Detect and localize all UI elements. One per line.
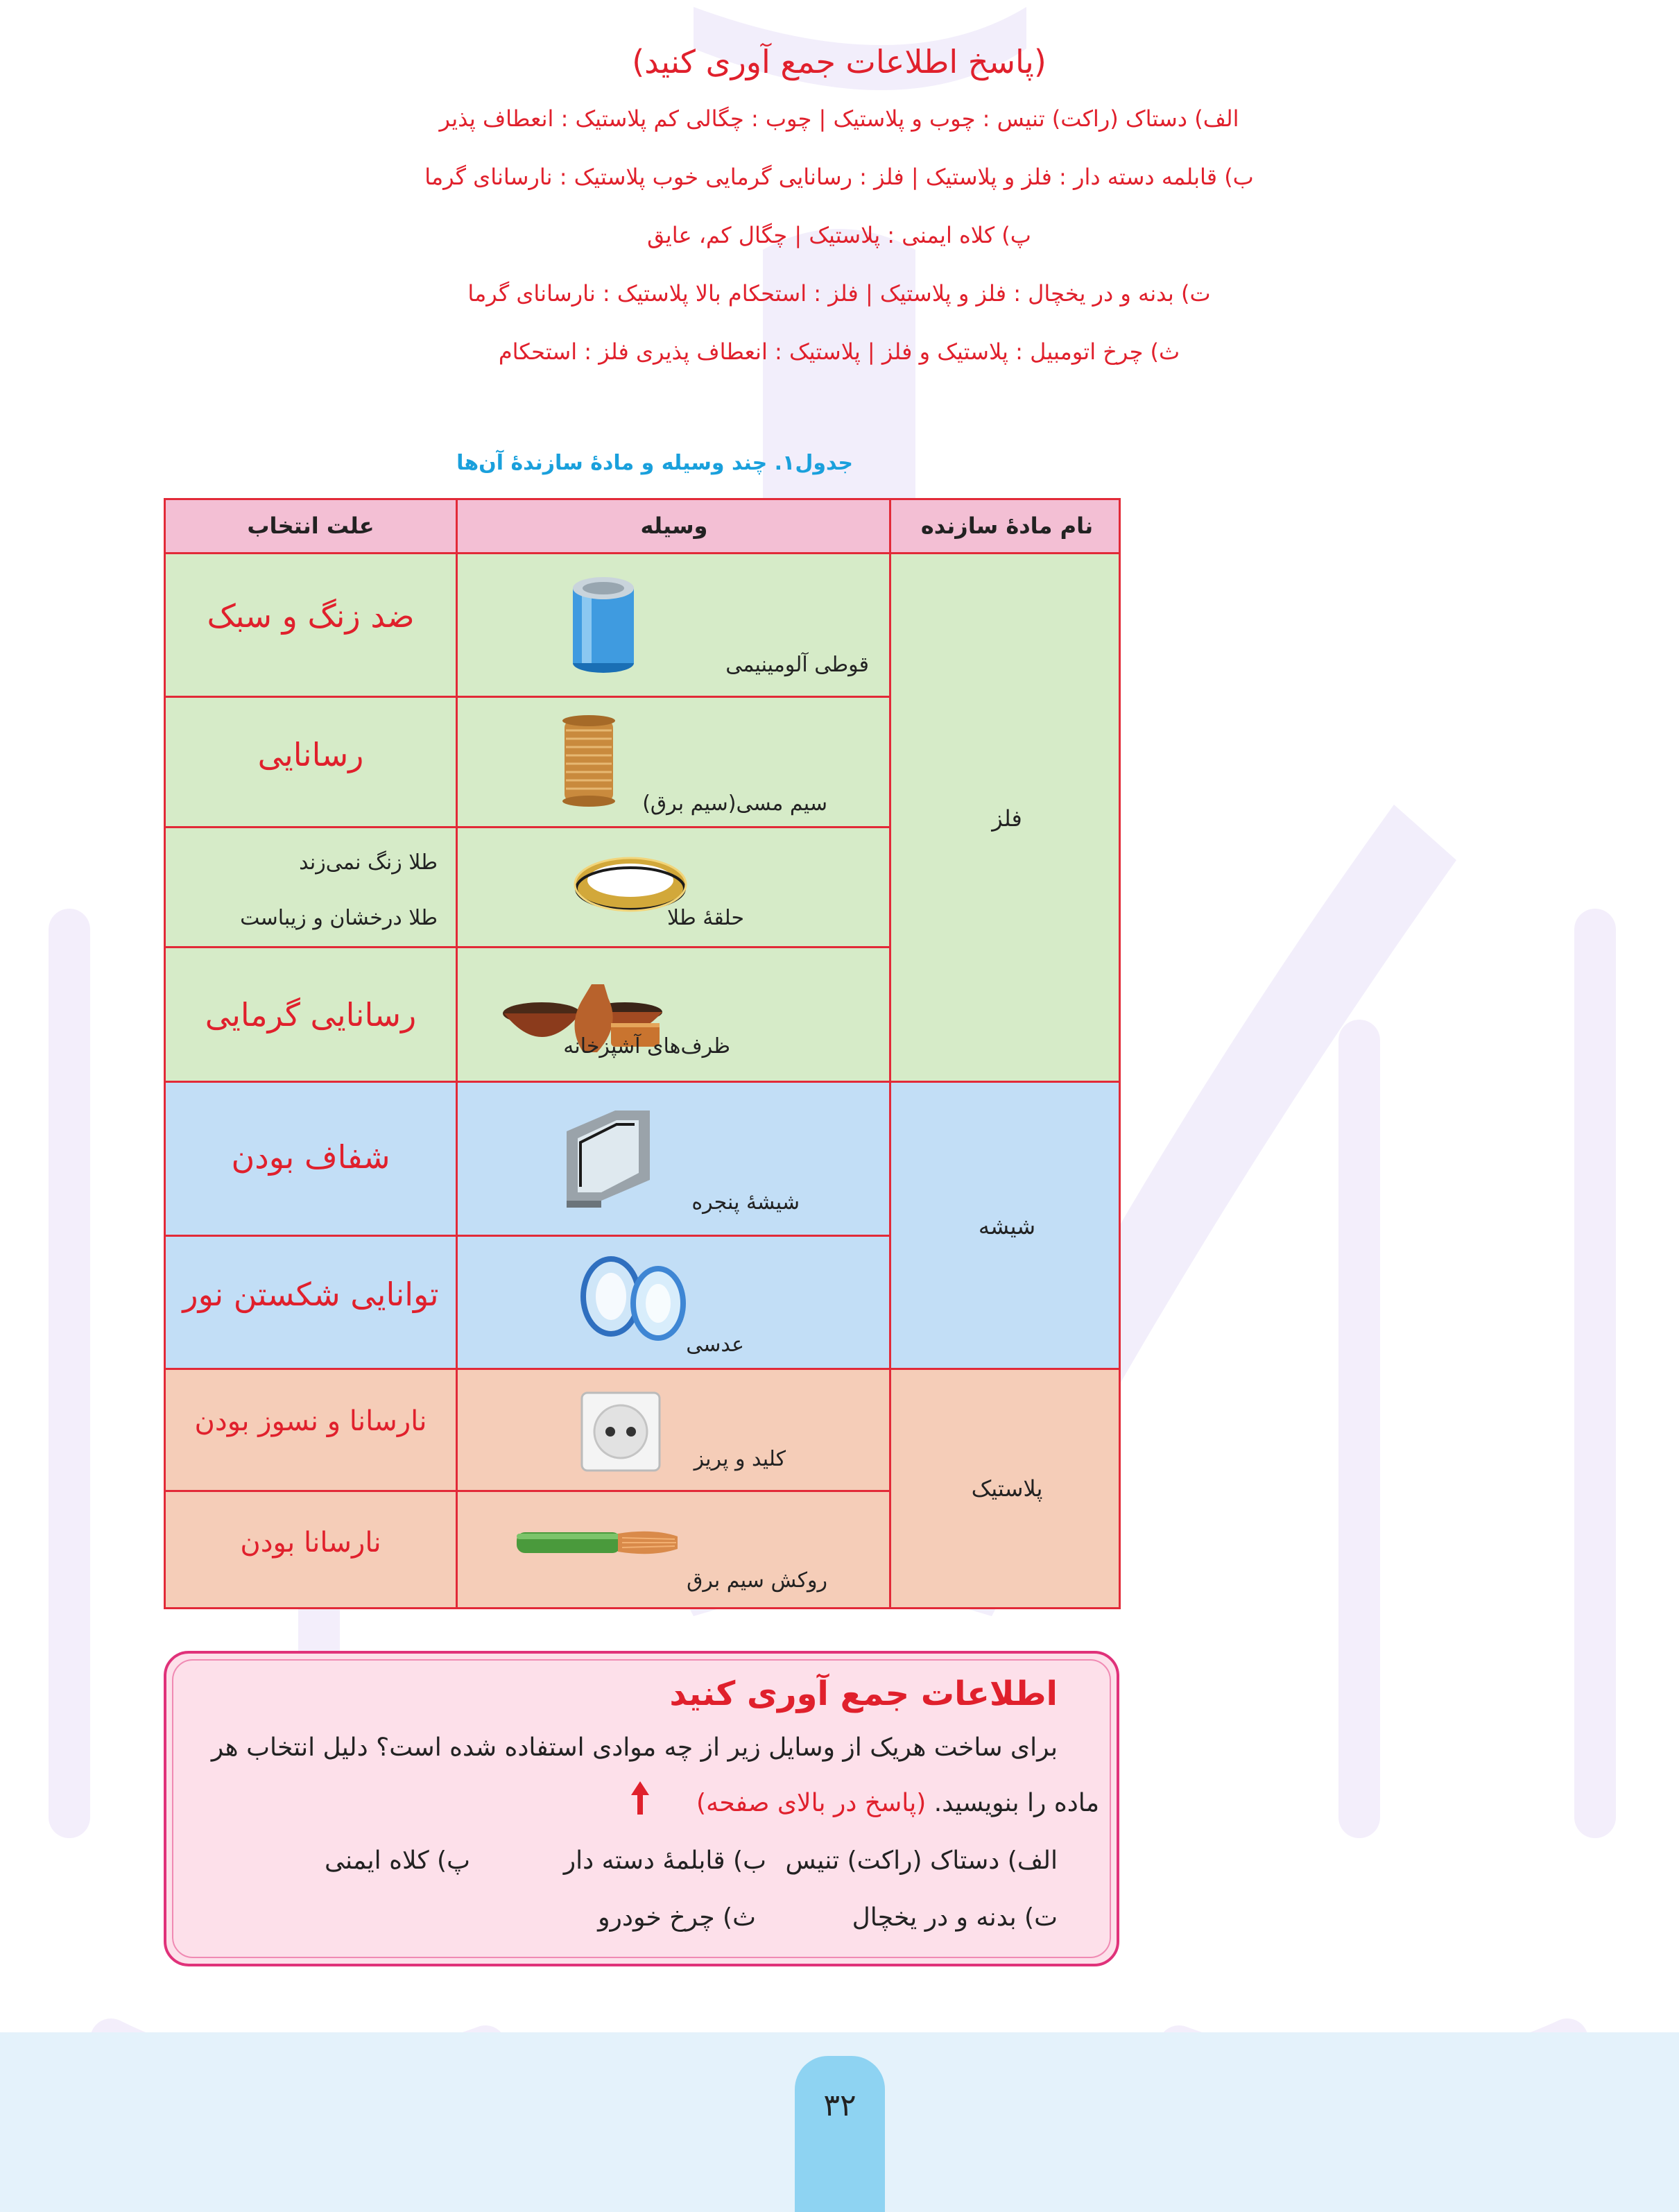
answer-line-s: ث) چرخ اتومبیل : پلاستیک و فلز | پلاستیک : انعطاف پذیری فلز : استحکام	[498, 338, 1180, 365]
answers-title: (پاسخ اطلاعات جمع آوری کنید)	[632, 43, 1047, 80]
answer-line-a: الف) دستاک (راکت) تنیس : چوب و پلاستیک | چوب : چگالی کم پلاستیک : انعطاف پذیر	[439, 105, 1239, 132]
item-label: حلقهٔ طلا	[666, 906, 744, 930]
item-label: سیم مسی(سیم برق)	[642, 791, 827, 816]
row-divider	[166, 696, 889, 698]
table-caption: جدول۱. چند وسیله و مادهٔ سازندهٔ آن‌ها	[456, 451, 853, 475]
material-plastic: پلاستیک	[971, 1475, 1043, 1502]
answer-line-p: پ) کلاه ایمنی : پلاستیک | چگال کم، عایق	[647, 222, 1031, 248]
column-divider	[456, 500, 458, 1609]
item-label: روکش سیم برق	[687, 1568, 827, 1593]
item-label: شیشهٔ پنجره	[691, 1190, 800, 1215]
page-number: ۳۲	[823, 2088, 856, 2123]
reason-text: رسانایی گرمایی	[205, 996, 417, 1034]
window-glass-icon	[553, 1104, 657, 1208]
row-divider	[166, 552, 1119, 554]
header-material: نام مادهٔ سازنده	[920, 513, 1094, 539]
answer-line-t: ت) بدنه و در یخچال : فلز و پلاستیک | فلز : استحکام بالا پلاستیک : نارسانای گرما	[467, 280, 1211, 307]
header-reason: علت انتخاب	[247, 513, 374, 539]
activity-question-line2-text: ماده را بنویسید.	[933, 1789, 1099, 1817]
row-divider	[166, 1490, 889, 1492]
row-divider	[166, 1235, 889, 1237]
reason-text: توانایی شکستن نور	[182, 1276, 439, 1313]
copper-wire-spool-icon	[551, 714, 627, 807]
row-divider	[166, 1081, 1119, 1083]
reason-text: نارسانا و نسوز بودن	[194, 1405, 427, 1437]
activity-title: اطلاعات جمع آوری کنید	[669, 1674, 1058, 1713]
activity-item-b: ب) قابلمهٔ دسته دار	[563, 1846, 766, 1875]
item-label: کلید و پریز	[694, 1447, 786, 1471]
material-glass: شیشه	[978, 1213, 1036, 1240]
activity-question-line2	[696, 1789, 1099, 1817]
aluminum-can-icon	[567, 573, 640, 677]
header-item: وسیله	[640, 513, 708, 539]
row-divider	[166, 826, 889, 828]
power-socket-icon	[579, 1390, 662, 1473]
item-label: قوطی آلومینیمی	[725, 653, 869, 677]
answer-note: (پاسخ در بالای صفحه)	[696, 1789, 927, 1817]
reason-text: طلا زنگ نمی‌زند	[299, 850, 438, 875]
activity-item-a: الف) دستاک (راکت) تنیس	[785, 1846, 1058, 1875]
arrow-up-icon	[630, 1780, 651, 1816]
material-metal: فلز	[992, 805, 1022, 832]
activity-box	[164, 1651, 1119, 1966]
page-number-tab	[795, 2056, 885, 2212]
item-label: ظرف‌های آشپزخانه	[563, 1034, 730, 1058]
reason-text: ضد زنگ و سبک	[207, 597, 415, 635]
answer-line-b: ب) قابلمه دسته دار : فلز و پلاستیک | فلز : رسانایی گرمایی خوب پلاستیک : نارسانای گرما	[424, 164, 1254, 190]
materials-table	[164, 498, 1121, 1609]
reason-text: طلا درخشان و زیباست	[240, 906, 438, 930]
reason-text: نارسانا بودن	[240, 1527, 381, 1559]
reason-text: رسانایی	[257, 736, 364, 773]
wire-insulation-icon	[514, 1521, 680, 1563]
activity-item-t: ت) بدنه و در یخچال	[852, 1903, 1058, 1932]
activity-question-line1: برای ساخت هریک از وسایل زیر از چه موادی استفاده شده است؟ دلیل انتخاب هر	[211, 1733, 1058, 1762]
row-divider	[166, 1368, 1119, 1370]
reason-text: شفاف بودن	[231, 1138, 390, 1176]
lens-icon	[576, 1255, 694, 1348]
item-label: عدسی	[686, 1332, 744, 1357]
row-divider	[166, 946, 889, 948]
activity-item-s: ث) چرخ خودرو	[598, 1903, 756, 1932]
activity-item-p: پ) کلاه ایمنی	[324, 1846, 470, 1875]
column-divider	[889, 500, 891, 1609]
